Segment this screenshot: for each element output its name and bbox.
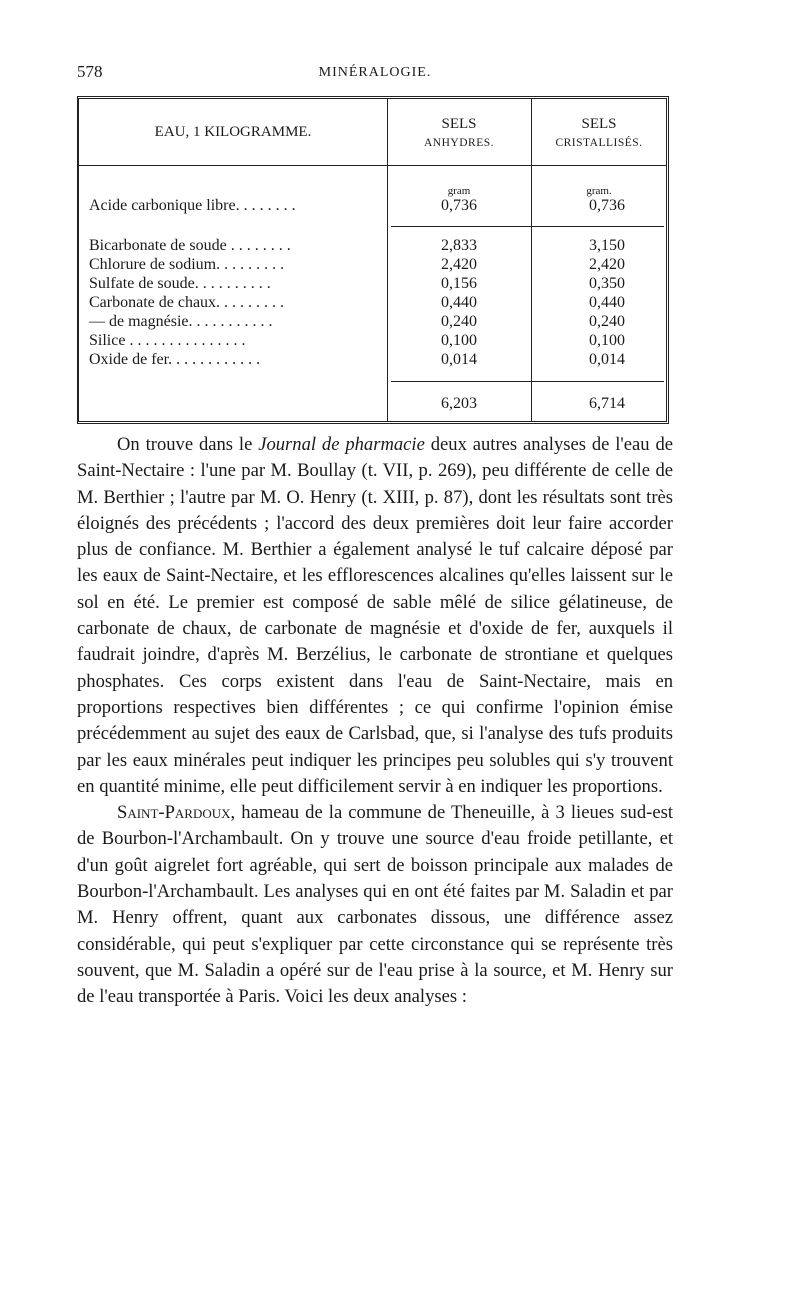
table-row xyxy=(79,197,666,217)
value-anhydres: 0,100 xyxy=(441,332,477,349)
column-header-anhydres xyxy=(387,115,531,153)
value-anhydres: 0,736 xyxy=(441,197,477,214)
value-cristallises: 0,440 xyxy=(589,294,625,311)
table-row xyxy=(79,313,666,333)
paragraph-1-body: deux autres analyses de l'eau de Saint-Nectaire : l'une par M. Boullay (t. VII, p. 269), peu différente de celle de M. Berthier ; l'autre par M. O. Henry (t. XIII, p. 87), dont les résultats sont très éloignés des précédents ; l'accord des deux premières doit leur faire accorder plus de confiance. M. Berthier a également analysé le tuf calcaire déposé par les eaux de Saint-Nectaire, et les efflorescences alcalines qu'elles laissent sur le sol en été. Le premier est composé de sable mêlé de silice gélatineuse, de carbonate de chaux, de carbonate de magnésie et d'oxide de fer, auxquels il faudrait joindre, d'après M. Berzélius, le carbonate de strontiane et quelques phosphates. Ces corps existent dans l'eau de Saint-Nectaire, mais en proportions respectives bien différentes ; ce qui confirme l'opinion émise précédemment au sujet des eaux de Carlsbad, que, si l'analyse des tufs produits par les eaux minérales peut indiquer les principes peu solubles qui s'y trouvent en quantité minime, elle peut difficilement servir à en indiquer les proportions. xyxy=(77,434,674,797)
totals-row xyxy=(79,395,666,415)
page-number: 578 xyxy=(77,62,103,81)
column-header-cristallises-line1: SELS xyxy=(581,116,617,132)
total-anhydres: 6,203 xyxy=(441,395,477,412)
table-row xyxy=(79,332,666,352)
value-anhydres: 0,240 xyxy=(441,313,477,330)
column-header-anhydres-line1: SELS xyxy=(441,116,477,132)
row-rule xyxy=(391,226,664,227)
row-label: Oxide de fer. . . . . . . . . . . . xyxy=(89,351,261,368)
paragraph-saint-nectaire xyxy=(77,432,673,800)
paragraph-saint-pardoux xyxy=(77,800,673,1010)
unit-anhydres: gram xyxy=(447,185,471,197)
row-label: Sulfate de soude. . . . . . . . . . xyxy=(89,275,271,292)
row-label: Bicarbonate de soude . . . . . . . . xyxy=(89,237,291,254)
journal-title: Journal de pharmacie xyxy=(258,434,425,455)
value-cristallises: 3,150 xyxy=(589,237,625,254)
row-label: Silice . . . . . . . . . . . . . . . xyxy=(89,332,246,349)
column-header-cristallises-line2: CRISTALLISÉS. xyxy=(555,137,643,149)
table-row xyxy=(79,275,666,295)
value-anhydres: 0,440 xyxy=(441,294,477,311)
column-header-anhydres-line2: ANHYDRES. xyxy=(424,137,494,149)
total-rule xyxy=(391,381,664,382)
paragraph-2-body: , hameau de la commune de Theneuille, à 3 lieues sud-est de Bourbon-l'Archambault. On y trouve une source d'eau froide petillante, et d'un goût aigrelet fort agréable, qui sert de boisson principale aux malades de Bourbon-l'Archambault. Les analyses qui en ont été faites par M. Saladin et par M. Henry offrent, quant aux carbonates dissous, une différence assez considérable, qui peut s'expliquer par cette circonstance qui se représente très souvent, que M. Saladin a opéré sur de l'eau prise à la source, et M. Henry sur de l'eau transportée à Paris. Voici les deux analyses : xyxy=(77,802,673,1008)
paragraph-1-lead: On trouve dans le xyxy=(117,434,259,455)
unit-cristallises: gram. xyxy=(586,185,612,197)
value-cristallises: 0,014 xyxy=(589,351,625,368)
table-row xyxy=(79,351,666,371)
column-header-eau: EAU, 1 KILOGRAMME. xyxy=(154,124,312,140)
body-text xyxy=(77,432,673,1011)
table-row xyxy=(79,256,666,276)
value-cristallises: 0,240 xyxy=(589,313,625,330)
table-row xyxy=(79,294,666,314)
place-name: Saint-Pardoux xyxy=(117,802,231,824)
value-anhydres: 2,420 xyxy=(441,256,477,273)
total-cristallises: 6,714 xyxy=(589,395,625,412)
row-label: — de magnésie. . . . . . . . . . . xyxy=(89,313,273,330)
value-anhydres: 2,833 xyxy=(441,237,477,254)
value-cristallises: 0,350 xyxy=(589,275,625,292)
page-header xyxy=(77,62,673,86)
header-rule xyxy=(79,165,666,166)
value-cristallises: 0,736 xyxy=(589,197,625,214)
row-label: Carbonate de chaux. . . . . . . . . xyxy=(89,294,285,311)
analysis-table xyxy=(77,96,669,424)
column-header-cristallises xyxy=(531,115,667,153)
row-label: Acide carbonique libre. . . . . . . . xyxy=(89,197,296,214)
value-anhydres: 0,014 xyxy=(441,351,477,368)
running-title: MINÉRALOGIE. xyxy=(318,65,432,80)
value-cristallises: 0,100 xyxy=(589,332,625,349)
row-label: Chlorure de sodium. . . . . . . . . xyxy=(89,256,285,273)
value-anhydres: 0,156 xyxy=(441,275,477,292)
table-row xyxy=(79,237,666,257)
value-cristallises: 2,420 xyxy=(589,256,625,273)
